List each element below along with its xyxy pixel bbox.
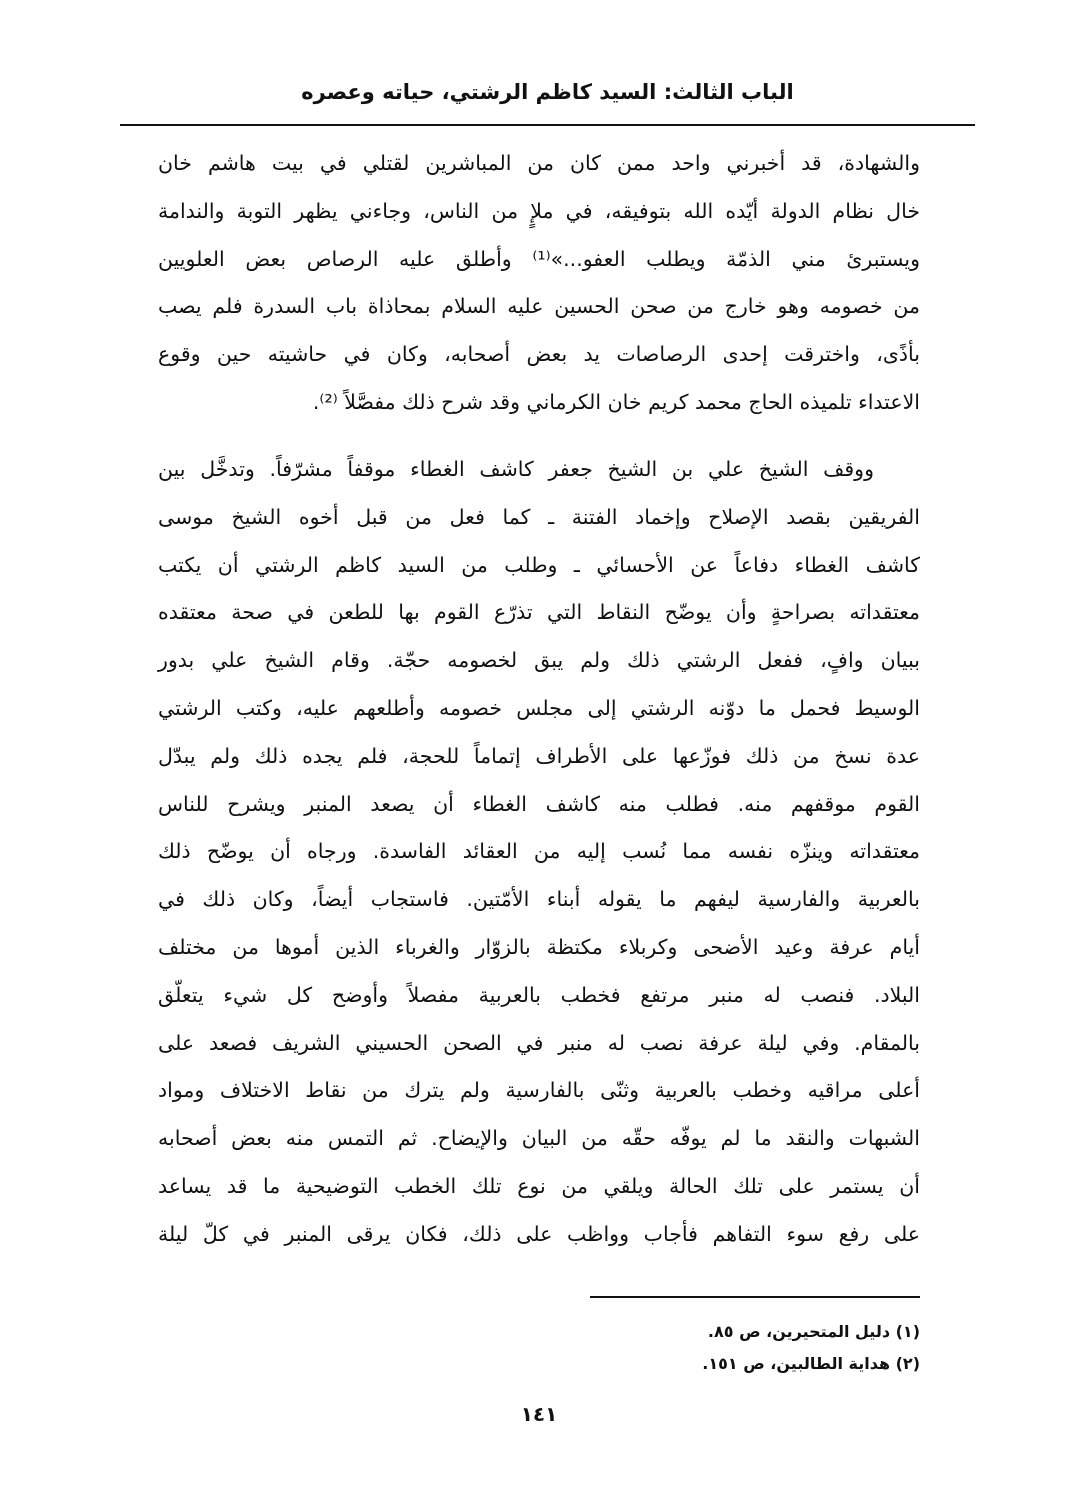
page-number: ١٤١ <box>520 1402 558 1426</box>
text-line: كاشف الغطاء دفاعاً عن الأحسائي ـ وطلب من السيد كاظم الرشتي أن يكتب <box>158 552 920 577</box>
footnote-divider <box>590 1296 920 1298</box>
text-line: عدة نسخ من ذلك فوزّعها على الأطراف إتماماً للحجة، فلم يجده ذلك ولم يبدّل <box>158 743 920 768</box>
header-divider <box>120 124 975 126</box>
running-header: الباب الثالث: السيد كاظم الرشتي، حياته وعصره <box>301 80 794 104</box>
text-line: ببيان وافٍ، ففعل الرشتي ذلك ولم يبق لخصومه حجّة. وقام الشيخ علي بدور <box>158 648 920 673</box>
text-line: بالعربية والفارسية ليفهم ما يقوله أبناء الأمّتين. فاستجاب أيضاً، وكان ذلك في <box>158 887 920 912</box>
text-line: ووقف الشيخ علي بن الشيخ جعفر كاشف الغطاء موقفاً مشرّفاً. وتدخَّل بين <box>158 457 874 481</box>
text-line: معتقداته وينزّه نفسه مما نُسب إليه من العقائد الفاسدة. ورجاه أن يوضّح ذلك <box>158 839 920 864</box>
footnotes <box>500 1316 920 1380</box>
text-line: خال نظام الدولة أيّده الله بتوفيقه، في ملإٍ من الناس، وجاءني يظهر التوبة والندامة <box>158 198 920 223</box>
text-line: البلاد. فنصب له منبر مرتفع فخطب بالعربية مفصلاً وأوضح كل شيء يتعلّق <box>158 982 920 1007</box>
text-line: الشبهات والنقد ما لم يوفّه حقّه من البيان والإيضاح. ثم التمس منه بعض أصحابه <box>158 1126 920 1151</box>
text-line: أن يستمر على تلك الحالة ويلقي من نوع تلك الخطب التوضيحية ما قد يساعد <box>158 1173 920 1198</box>
text-line: الوسيط فحمل ما دوّنه الرشتي إلى مجلس خصومه وأطلعهم عليه، وكتب الرشتي <box>158 695 920 720</box>
text-line: الفريقين بقصد الإصلاح وإخماد الفتنة ـ كما فعل من قبل أخوه الشيخ موسى <box>158 504 920 529</box>
paragraph-2 <box>158 446 920 1259</box>
text-line: القوم موقفهم منه. فطلب منه كاشف الغطاء أن يصعد المنبر ويشرح للناس <box>158 791 920 816</box>
paragraph-1 <box>158 140 920 427</box>
footnote-1: (١) دليل المتحيرين، ص ٨٥. <box>707 1322 920 1341</box>
footnote-2: (٢) هداية الطالبين، ص ١٥١. <box>702 1354 920 1373</box>
text-line: بالمقام. وفي ليلة عرفة نصب له منبر في الصحن الحسيني الشريف فصعد على <box>158 1030 920 1055</box>
text-line: معتقداته بصراحةٍ وأن يوضّح النقاط التي تذرّع القوم بها للطعن في صحة معتقده <box>158 600 920 625</box>
text-line: من خصومه وهو خارج من صحن الحسين عليه السلام بمحاذاة باب السدرة فلم يصب <box>158 294 920 319</box>
text-line: أيام عرفة وعيد الأضحى وكربلاء مكتظة بالزوّار والغرباء الذين أموها من مختلف <box>158 934 920 959</box>
text-line: ويستبرئ مني الذمّة ويطلب العفو...»⁽¹⁾ وأطلق عليه الرصاص بعض العلويين <box>158 246 920 271</box>
text-line: الاعتداء تلميذه الحاج محمد كريم خان الكرماني وقد شرح ذلك مفصَّلاً ⁽²⁾. <box>312 389 920 414</box>
text-line: بأذًى، واخترقت إحدى الرصاصات يد بعض أصحابه، وكان في حاشيته حين وقوع <box>158 342 920 367</box>
text-line: والشهادة، قد أخبرني واحد ممن كان من المباشرين لقتلي في بيت هاشم خان <box>158 151 920 175</box>
text-line: أعلى مراقيه وخطب بالعربية وثنّى بالفارسية ولم يترك من نقاط الاختلاف ومواد <box>158 1078 920 1103</box>
text-line: على رفع سوء التفاهم فأجاب وواظب على ذلك، فكان يرقى المنبر في كلّ ليلة <box>158 1221 920 1246</box>
